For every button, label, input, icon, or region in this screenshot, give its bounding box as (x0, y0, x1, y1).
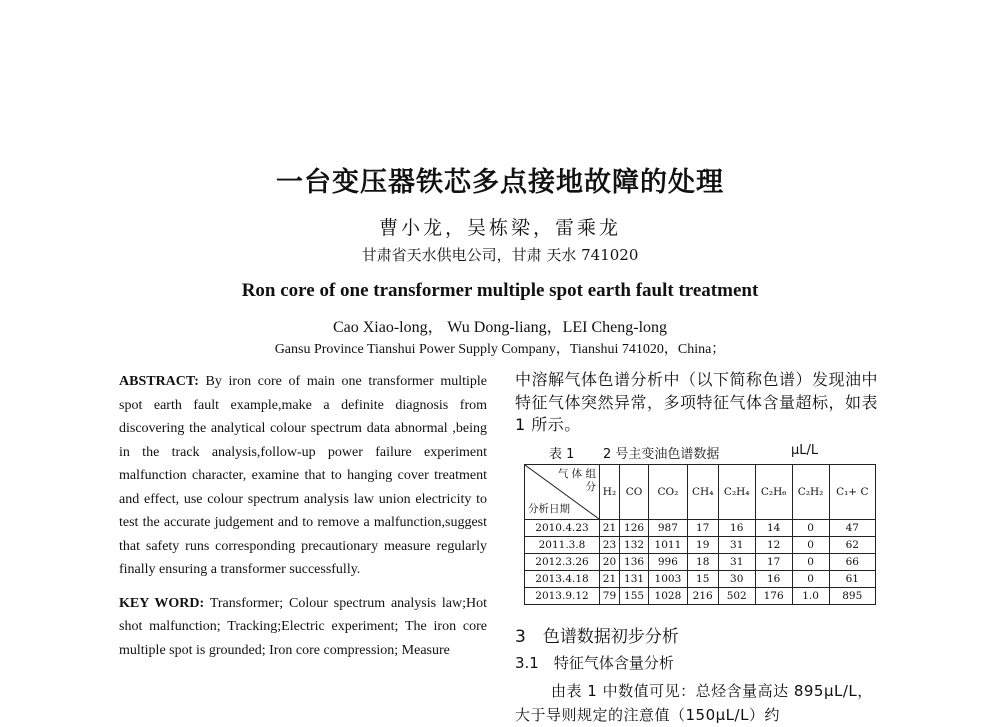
value-cell: 17 (687, 520, 718, 537)
table-header-row (525, 465, 876, 520)
corner-bottom-label: 分析日期 (528, 503, 570, 515)
value-cell: 895 (829, 588, 875, 605)
value-cell: 18 (687, 554, 718, 571)
value-cell: 61 (829, 571, 875, 588)
column-header: H₂ (600, 465, 620, 520)
value-cell: 17 (755, 554, 792, 571)
value-cell: 19 (687, 537, 718, 554)
value-cell: 1028 (649, 588, 688, 605)
value-cell: 216 (687, 588, 718, 605)
value-cell: 66 (829, 554, 875, 571)
value-cell: 31 (718, 554, 755, 571)
table-corner-cell (525, 465, 600, 520)
column-header: C₂H₆ (755, 465, 792, 520)
value-cell: 79 (600, 588, 620, 605)
column-header: C₁+ C (829, 465, 875, 520)
value-cell: 126 (619, 520, 648, 537)
value-cell: 23 (600, 537, 620, 554)
value-cell: 14 (755, 520, 792, 537)
value-cell: 1003 (649, 571, 688, 588)
value-cell: 21 (600, 571, 620, 588)
corner-top-label (558, 468, 596, 494)
authors-cn: 曹小龙，吴栋梁，雷乘龙 (378, 217, 621, 239)
affiliation-cn: 甘肃省天水供电公司，甘肃 天水 741020 (361, 246, 639, 264)
column-header: C₂H₄ (718, 465, 755, 520)
value-cell: 136 (619, 554, 648, 571)
table-row (525, 588, 876, 605)
corner-top-line1: 气 体 组 (557, 468, 596, 480)
keywords-paragraph (119, 592, 487, 663)
column-header: CO (619, 465, 648, 520)
date-cell: 2012.3.26 (525, 554, 600, 571)
value-cell: 996 (649, 554, 688, 571)
affiliation-en: Gansu Province Tianshui Power Supply Company，Tianshui 741020，China； (274, 342, 726, 357)
value-cell: 47 (829, 520, 875, 537)
value-cell: 31 (718, 537, 755, 554)
value-cell: 30 (718, 571, 755, 588)
abstract-label: ABSTRACT: (119, 374, 199, 389)
keywords-text: Transformer; Colour spectrum analysis law;Hot shot malfunction; Tracking;Electric experiment; The iron core multiple spot is grounded; Iron core compression; Measure (119, 595, 488, 658)
table-unit: μL/L (791, 443, 819, 458)
section-3-1-paragraph: 由表 1 中数值可见：总烃含量高达 895μL/L，大于导则规定的注意值（150μL/L）约 (515, 682, 873, 724)
value-cell: 155 (619, 588, 648, 605)
value-cell: 0 (792, 571, 829, 588)
column-header: C₂H₂ (792, 465, 829, 520)
table-row (525, 537, 876, 554)
value-cell: 20 (600, 554, 620, 571)
table-row (525, 520, 876, 537)
table-name: 2 号主变油色谱数据 (603, 447, 720, 462)
value-cell: 16 (718, 520, 755, 537)
gas-chromatography-table (524, 464, 876, 605)
value-cell: 1011 (649, 537, 688, 554)
corner-top-line2: 分 (585, 481, 596, 493)
column-header: CH₄ (687, 465, 718, 520)
table-body (525, 520, 876, 605)
value-cell: 12 (755, 537, 792, 554)
date-cell: 2011.3.8 (525, 537, 600, 554)
date-cell: 2010.4.23 (525, 520, 600, 537)
paper-title-cn: 一台变压器铁芯多点接地故障的处理 (276, 167, 724, 198)
section-3-heading: 3 色谱数据初步分析 (515, 627, 679, 647)
section-3-1-heading: 3.1 特征气体含量分析 (515, 654, 674, 672)
value-cell: 987 (649, 520, 688, 537)
value-cell: 21 (600, 520, 620, 537)
date-cell: 2013.9.12 (525, 588, 600, 605)
value-cell: 15 (687, 571, 718, 588)
authors-en: Cao Xiao-long， Wu Dong-liang，LEI Cheng-long (332, 319, 668, 336)
keywords-label: KEY WORD: (119, 595, 205, 611)
value-cell: 62 (829, 537, 875, 554)
intro-paragraph: 中溶解气体色谱分析中（以下简称色谱）发现油中特征气体突然异常，多项特征气体含量超标，如表 1 所示。 (515, 370, 879, 434)
value-cell: 0 (792, 537, 829, 554)
table-number: 表 1 (549, 447, 575, 462)
left-column (119, 370, 487, 662)
date-cell: 2013.4.18 (525, 571, 600, 588)
table-row (525, 571, 876, 588)
value-cell: 1.0 (792, 588, 829, 605)
value-cell: 132 (619, 537, 648, 554)
table-row (525, 554, 876, 571)
value-cell: 131 (619, 571, 648, 588)
paper-title-en: Ron core of one transformer multiple spot earth fault treatment (241, 280, 759, 301)
column-header: CO₂ (649, 465, 688, 520)
value-cell: 0 (792, 520, 829, 537)
abstract-paragraph (119, 370, 487, 582)
abstract-text: By iron core of main one transformer multiple spot earth fault example,make a definite diagnosis from discovering the analytical colour spectrum data abnormal ,being in the track analysis,follow-up power failure experiment malfunction character, examine that to hanging cover treatment and effect, use colour spectrum analysis law union electricity to test the accurate judgement and to remove a malfunction,suggest that safety runs corresponding precautionary measure regularly finally ensuring a transformer successfully. (119, 374, 487, 577)
value-cell: 16 (755, 571, 792, 588)
value-cell: 502 (718, 588, 755, 605)
value-cell: 0 (792, 554, 829, 571)
value-cell: 176 (755, 588, 792, 605)
